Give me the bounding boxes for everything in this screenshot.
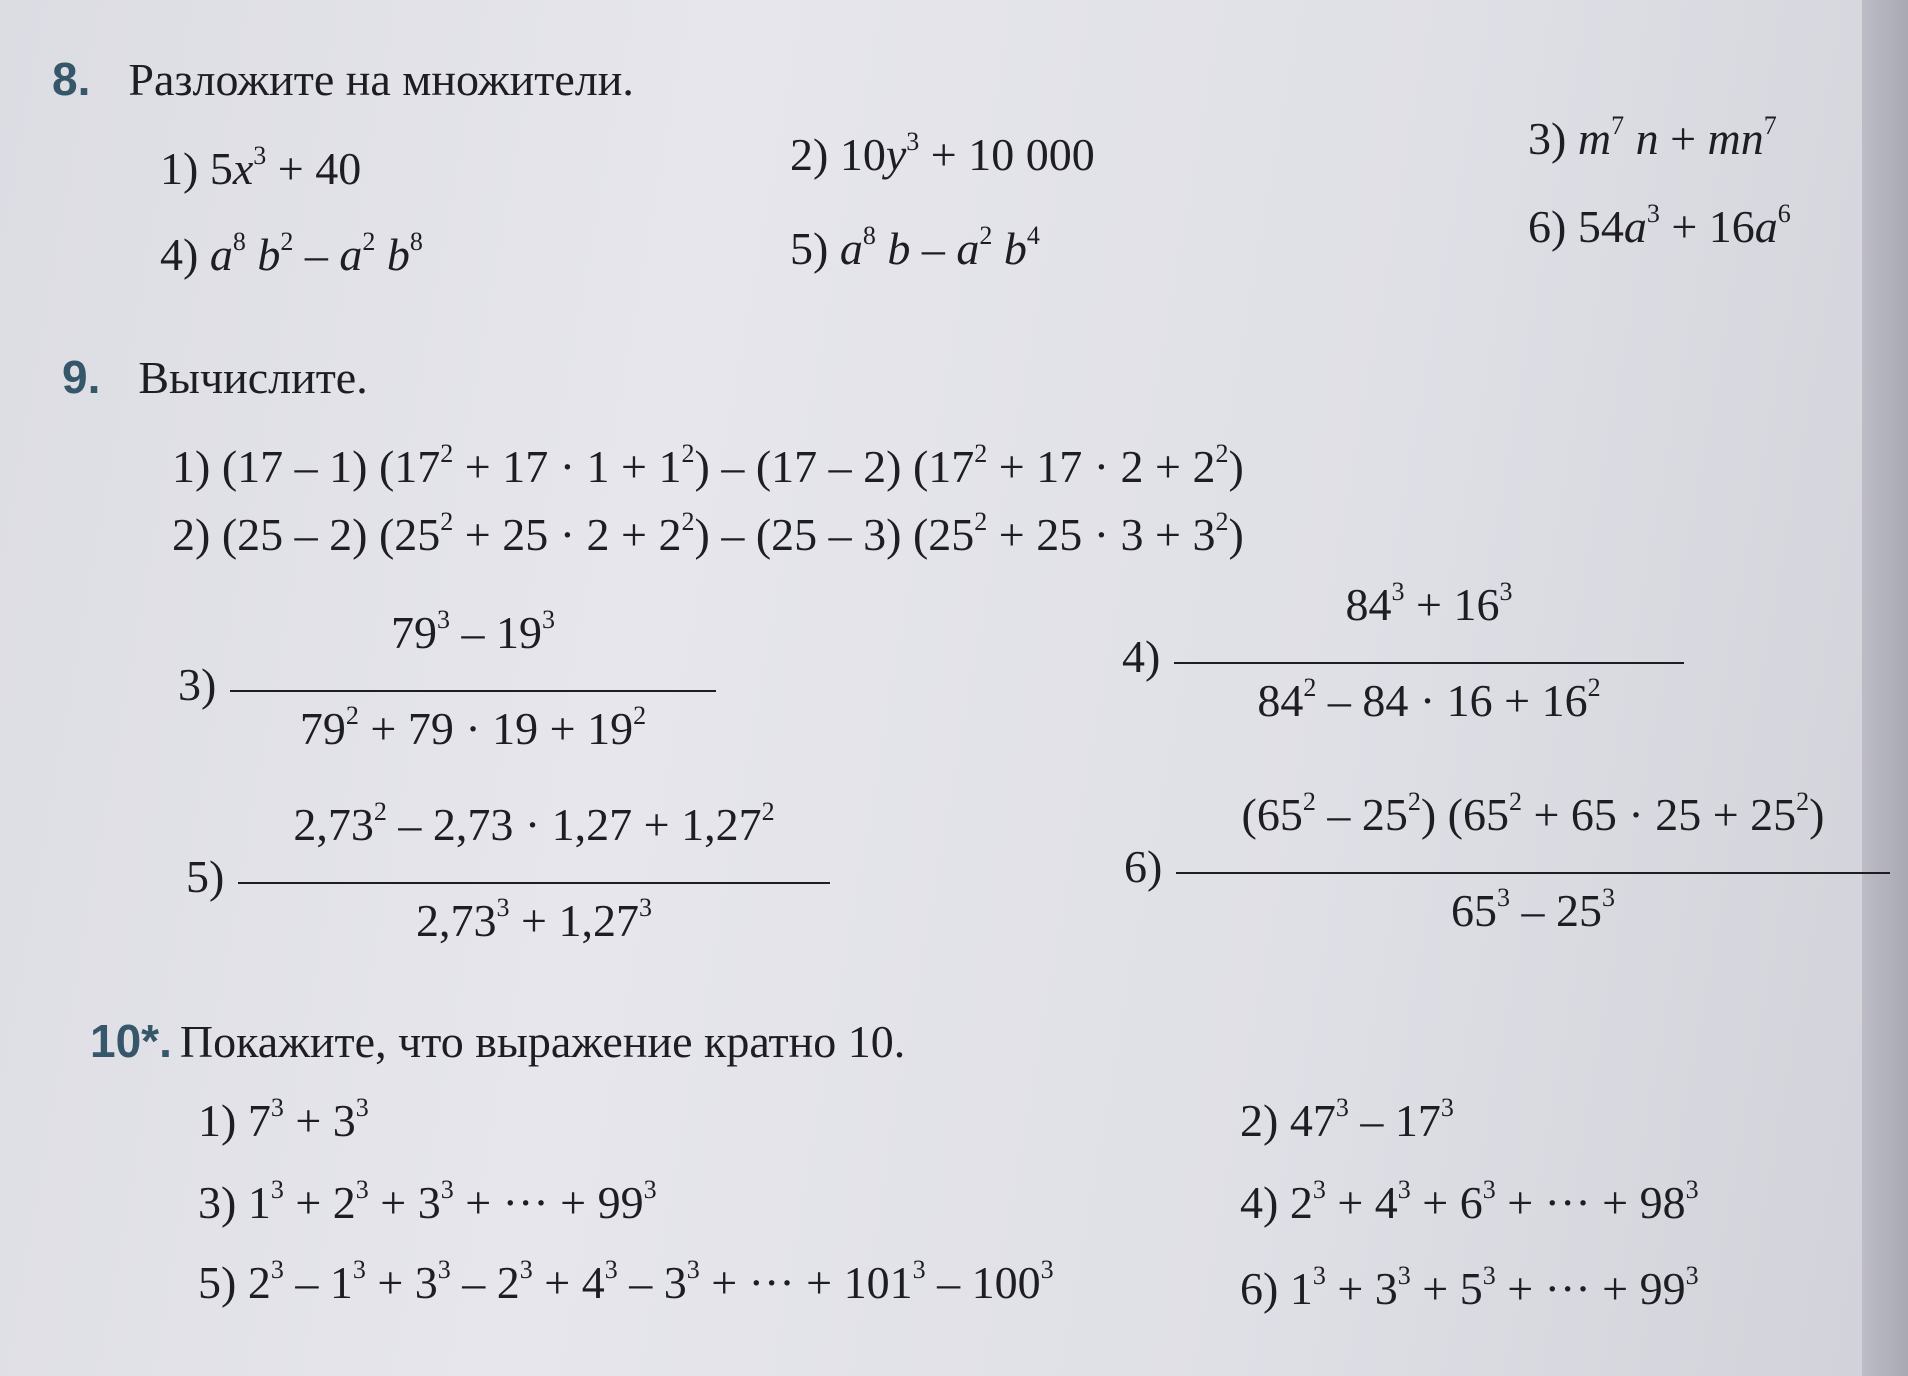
- ex8-item: [790, 128, 1095, 181]
- exponent: 2: [1215, 507, 1229, 536]
- variable: a: [1754, 201, 1778, 252]
- variable: b: [875, 223, 911, 274]
- variable: a: [1623, 201, 1647, 252]
- exponent: 2: [1407, 787, 1421, 816]
- item-label: 1): [160, 143, 210, 194]
- math-text: + ··· + 98: [1495, 1177, 1686, 1228]
- fraction-numerator: [238, 798, 830, 851]
- exponent: 3: [496, 893, 510, 922]
- math-text: +: [1658, 113, 1708, 164]
- math-text: 2: [1289, 1177, 1313, 1228]
- exponent: 2: [1303, 673, 1317, 702]
- math-text: – 100: [925, 1257, 1041, 1308]
- fraction-numerator: [1174, 578, 1684, 631]
- ex10-item: [1240, 1176, 1699, 1229]
- math-text: – 2: [450, 1257, 520, 1308]
- exponent: 3: [270, 1255, 284, 1284]
- exponent: 3: [1482, 1175, 1496, 1204]
- exponent: 3: [355, 1175, 369, 1204]
- variable: n: [1624, 113, 1659, 164]
- exponent: 3: [352, 1255, 366, 1284]
- math-text: + 16: [1659, 201, 1755, 252]
- exponent: 8: [409, 227, 423, 256]
- math-text: – 3: [617, 1257, 687, 1308]
- page-edge: [1862, 0, 1908, 1376]
- exponent: 3: [1685, 1261, 1699, 1290]
- exponent: 3: [604, 1255, 618, 1284]
- math-text: ) – (25 – 3) (25: [694, 509, 975, 560]
- math-text: + ··· + 99: [453, 1177, 644, 1228]
- math-text: (65: [1241, 789, 1303, 840]
- item-label: 4): [1122, 631, 1161, 682]
- exponent: 2: [1302, 787, 1316, 816]
- math-text: + 79 · 19 + 19: [358, 703, 634, 754]
- exponent: 2: [1587, 673, 1601, 702]
- math-text: + 10 000: [919, 129, 1095, 180]
- math-text: + 3: [1325, 1263, 1398, 1314]
- math-text: 54: [1577, 201, 1624, 252]
- exponent: 3: [912, 1255, 926, 1284]
- exponent: 2: [440, 439, 454, 468]
- exponent: 3: [1497, 883, 1510, 912]
- math-text: –: [910, 223, 957, 274]
- exponent: 3: [253, 141, 267, 170]
- math-text: – 19: [450, 607, 542, 658]
- exponent: 3: [1482, 1261, 1496, 1290]
- math-text: + 3: [365, 1257, 438, 1308]
- exponent: 8: [862, 221, 876, 250]
- exponent: 3: [643, 1175, 657, 1204]
- ex10-item: [198, 1256, 1054, 1309]
- ex10-item: [1240, 1094, 1454, 1147]
- fraction-denominator: [238, 894, 830, 947]
- exponent: 3: [1391, 577, 1405, 606]
- exponent: 2: [440, 507, 454, 536]
- math-text: 84: [1345, 579, 1392, 630]
- exponent: 3: [437, 605, 450, 634]
- math-text: ): [1809, 789, 1825, 840]
- item-label: 5): [198, 1257, 248, 1308]
- exponent: 3: [542, 605, 555, 634]
- math-text: (25 – 2) (25: [221, 509, 441, 560]
- math-text: – 25: [1510, 885, 1602, 936]
- math-text: 79: [299, 703, 346, 754]
- exercise-title: Покажите, что выражение кратно 10.: [179, 1016, 906, 1067]
- variable: x: [232, 143, 254, 194]
- math-text: + ··· + 99: [1495, 1263, 1686, 1314]
- variable: b: [992, 223, 1027, 274]
- ex8-item: [1528, 112, 1777, 165]
- fraction-bar: [230, 690, 716, 692]
- exponent: 3: [1440, 1093, 1454, 1122]
- ex9-expression: [172, 508, 1244, 561]
- item-label: 3): [198, 1177, 248, 1228]
- exponent: 3: [437, 1255, 451, 1284]
- math-text: – 17: [1348, 1095, 1441, 1146]
- exponent: 3: [1335, 1093, 1349, 1122]
- math-text: + 65 · 25 + 25: [1521, 789, 1797, 840]
- fraction-denominator: [1176, 884, 1890, 937]
- item-label: 2): [172, 509, 222, 560]
- item-label: 3): [1528, 113, 1578, 164]
- variable: y: [885, 129, 907, 180]
- math-text: – 1: [283, 1257, 353, 1308]
- exercise-10-header: [90, 1014, 905, 1068]
- math-text: 79: [391, 607, 437, 658]
- math-text: + 5: [1410, 1263, 1483, 1314]
- ex8-item: [790, 222, 1040, 275]
- exercise-title: Разложите на множители.: [128, 54, 634, 105]
- math-text: 84: [1257, 675, 1304, 726]
- math-text: ) – (17 – 2) (17: [694, 441, 975, 492]
- exponent: 3: [1312, 1261, 1326, 1290]
- math-text: (17 – 1) (17: [221, 441, 441, 492]
- math-text: + 3: [283, 1095, 356, 1146]
- exponent: 3: [1602, 883, 1615, 912]
- math-text: ): [1228, 509, 1244, 560]
- exponent: 3: [1499, 577, 1513, 606]
- exponent: 3: [270, 1175, 284, 1204]
- fraction-denominator: [1174, 674, 1684, 727]
- variable: mn: [1707, 113, 1764, 164]
- math-text: + ··· + 101: [699, 1257, 913, 1308]
- exponent: 3: [1397, 1261, 1411, 1290]
- fraction-bar: [238, 882, 830, 884]
- fraction-numerator: [1176, 788, 1890, 841]
- exercise-8-header: [52, 52, 634, 106]
- item-label: 1): [198, 1095, 248, 1146]
- exponent: 3: [519, 1255, 533, 1284]
- exponent: 3: [355, 1093, 369, 1122]
- math-text: + 1,27: [509, 895, 639, 946]
- math-text: 5: [209, 143, 233, 194]
- exponent: 6: [1777, 199, 1791, 228]
- math-text: –: [293, 229, 340, 280]
- item-label: 6): [1124, 841, 1163, 892]
- fraction-numerator: [230, 606, 716, 659]
- exponent: 3: [440, 1175, 454, 1204]
- exponent: 3: [638, 893, 652, 922]
- math-text: – 2,73 · 1,27 + 1,27: [386, 799, 762, 850]
- item-label: 6): [1528, 201, 1578, 252]
- item-label: 6): [1240, 1263, 1290, 1314]
- exponent: 2: [974, 439, 988, 468]
- exponent: 2: [345, 701, 359, 730]
- item-label: 2): [1240, 1095, 1290, 1146]
- fraction-bar: [1176, 872, 1890, 874]
- math-text: + 2: [283, 1177, 356, 1228]
- exponent: 2: [362, 227, 376, 256]
- exponent: 2: [761, 797, 775, 826]
- math-text: + 25 · 3 + 3: [987, 509, 1216, 560]
- variable: a: [839, 223, 863, 274]
- ex8-item: [160, 142, 361, 195]
- math-text: 47: [1289, 1095, 1336, 1146]
- math-text: 10: [839, 129, 886, 180]
- math-text: + 16: [1404, 579, 1500, 630]
- ex8-item: [1528, 200, 1791, 253]
- exponent: 3: [1397, 1175, 1411, 1204]
- exponent: 2: [681, 507, 695, 536]
- ex8-item: [160, 228, 423, 281]
- exponent: 3: [1646, 199, 1660, 228]
- exponent: 2: [979, 221, 993, 250]
- item-label: 5): [790, 223, 840, 274]
- item-label: 2): [790, 129, 840, 180]
- math-text: 2,73: [293, 799, 374, 850]
- exponent: 3: [270, 1093, 284, 1122]
- math-text: + 25 · 2 + 2: [453, 509, 682, 560]
- exercise-title: Вычислите.: [138, 352, 368, 403]
- ex10-item: [1240, 1262, 1699, 1315]
- item-label: 4): [160, 229, 210, 280]
- fraction-denominator: [230, 702, 716, 755]
- ex10-item: [198, 1094, 369, 1147]
- exponent: 7: [1763, 111, 1777, 140]
- math-text: 7: [247, 1095, 271, 1146]
- math-text: + 4: [532, 1257, 605, 1308]
- exponent: 4: [1026, 221, 1040, 250]
- exponent: 3: [1685, 1175, 1699, 1204]
- exponent: 2: [1508, 787, 1522, 816]
- item-label: 3): [178, 659, 217, 710]
- variable: b: [245, 229, 281, 280]
- math-text: + 17 · 1 + 1: [453, 441, 682, 492]
- variable: a: [339, 229, 363, 280]
- item-label: 5): [186, 851, 225, 902]
- variable: a: [209, 229, 233, 280]
- math-text: + 3: [368, 1177, 441, 1228]
- exponent: 3: [906, 127, 920, 156]
- math-text: + 17 · 2 + 2: [987, 441, 1216, 492]
- ex9-expression: [172, 440, 1244, 493]
- exercise-number: 9.: [62, 351, 101, 403]
- math-text: 65: [1451, 885, 1497, 936]
- exponent: 2: [633, 701, 647, 730]
- exponent: 3: [1040, 1255, 1054, 1284]
- exponent: 2: [681, 439, 695, 468]
- math-text: ) (65: [1420, 789, 1509, 840]
- math-text: 1: [247, 1177, 271, 1228]
- exponent: 3: [1312, 1175, 1326, 1204]
- exercise-9-header: [62, 350, 368, 404]
- exercise-number: 8.: [52, 53, 91, 105]
- math-text: + 4: [1325, 1177, 1398, 1228]
- math-text: 2: [247, 1257, 271, 1308]
- math-text: 2,73: [416, 895, 497, 946]
- exponent: 2: [373, 797, 387, 826]
- math-text: – 25: [1315, 789, 1408, 840]
- math-text: + 6: [1410, 1177, 1483, 1228]
- exponent: 7: [1611, 111, 1625, 140]
- math-text: ): [1228, 441, 1244, 492]
- exponent: 8: [232, 227, 246, 256]
- variable: a: [956, 223, 980, 274]
- ex10-item: [198, 1176, 657, 1229]
- exercise-number: 10*.: [90, 1015, 172, 1067]
- exponent: 2: [974, 507, 988, 536]
- exponent: 2: [1215, 439, 1229, 468]
- variable: m: [1577, 113, 1612, 164]
- item-label: 1): [172, 441, 222, 492]
- math-text: – 84 · 16 + 16: [1316, 675, 1588, 726]
- fraction-bar: [1174, 662, 1684, 664]
- item-label: 4): [1240, 1177, 1290, 1228]
- exponent: 2: [1796, 787, 1810, 816]
- math-text: 1: [1289, 1263, 1313, 1314]
- exponent: 2: [280, 227, 294, 256]
- exponent: 3: [686, 1255, 700, 1284]
- math-text: + 40: [266, 143, 362, 194]
- variable: b: [375, 229, 410, 280]
